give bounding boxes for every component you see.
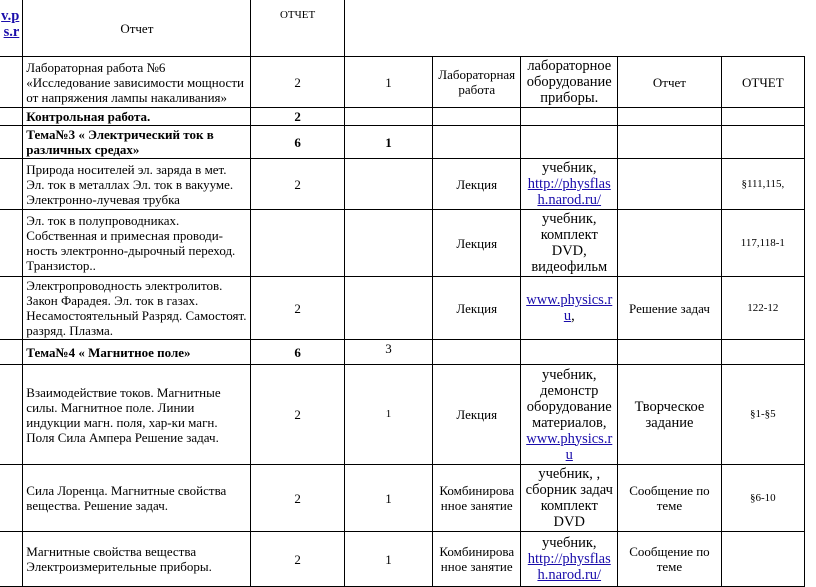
hours-cell: 6 [251,340,344,365]
lesson-type-cell: Лекция [433,277,521,340]
topic-cell: Природа носителей эл. заряда в мет. Эл. ток в металлах Эл. ток в вакууме. Электронно-лучевая трубка [23,159,251,210]
homework-cell: 117,118-1 [721,210,804,277]
lesson-type-cell: Лекция [433,210,521,277]
resources-suffix: , [571,308,575,324]
resources-cell: учебник, , сборник задач комплект DVD [521,465,618,532]
control-cell: Отчет [618,57,721,108]
table-row [0,108,805,126]
resource-link[interactable]: http://physflash.narod.ru/ [527,176,611,208]
table-row [0,277,805,340]
hours-cell: 2 [251,108,344,126]
homework-cell: §111,115, [721,159,804,210]
header-row [0,0,805,57]
table-row [0,126,805,159]
topic-cell: Контрольная работа. [23,108,251,126]
homework-cell [721,532,804,587]
lesson-type-cell: Комбинированное занятие [433,465,521,532]
header-report-cell: Отчет [23,0,251,57]
homework-cell: §6-10 [721,465,804,532]
topic-cell: Сила Лоренца. Магнитные свойства вещества. Решение задач. [23,465,251,532]
table-row [0,532,805,587]
lesson-type-cell: Комбинированное занятие [433,532,521,587]
week-cell: 3 [344,340,432,365]
control-cell: Творческое задание [618,365,721,465]
hours-cell: 2 [251,465,344,532]
table-row [0,340,805,365]
resources-cell [521,277,618,340]
topic-cell: Электропроводность электролитов. Закон Фарадея. Эл. ток в газах. Несамостоятельный Разряд. Самостоят. разряд. Плазма. [23,277,251,340]
control-cell: Сообщение по теме [618,465,721,532]
resources-cell [521,365,618,465]
resources-cell: учебник, комплект DVD, видеофильм [521,210,618,277]
topic-cell: Магнитные свойства вещества Электроизмерительные приборы. [23,532,251,587]
homework-cell: ОТЧЕТ [721,57,804,108]
header-report-caps-cell: ОТЧЕТ [251,0,344,57]
resources-cell: лабораторное оборудование приборы. [521,57,618,108]
table-row [0,465,805,532]
table-row [0,365,805,465]
section-title-cell: Тема№3 « Электрический ток в различных средах» [23,126,251,159]
resource-link[interactable]: www.physics.ru [526,292,613,324]
homework-cell: §1-§5 [721,365,804,465]
topic-cell: Эл. ток в полупроводниках. Собственная и примесная проводи-ность электронно-дырочный переход. Транзистор.. [23,210,251,277]
lesson-type-cell: Лабораторная работа [433,57,521,108]
hours-cell: 2 [251,57,344,108]
week-cell: 1 [344,532,432,587]
resources-cell [521,532,618,587]
header-link-cell[interactable]: v.p s.r [0,0,23,57]
table-row [0,159,805,210]
section-title-cell: Тема№4 « Магнитное поле» [23,340,251,365]
week-cell: 1 [344,126,432,159]
resources-cell [521,159,618,210]
week-cell: 1 [344,365,432,465]
resources-text: учебник, демонстр оборудование материалов, [526,366,612,431]
hours-cell: 6 [251,126,344,159]
table-row [0,57,805,108]
hours-cell: 2 [251,365,344,465]
control-cell: Решение задач [618,277,721,340]
resources-text: учебник, [541,535,597,551]
homework-cell: 122-12 [721,277,804,340]
resource-link[interactable]: http://physflash.narod.ru/ [527,551,611,583]
resource-link[interactable]: www.physics.ru [526,430,613,463]
week-cell: 1 [344,465,432,532]
week-cell: 1 [344,57,432,108]
hours-cell: 2 [251,277,344,340]
resources-text: учебник, [541,160,597,176]
hours-cell: 2 [251,159,344,210]
topic-cell: Лабораторная работа №6 «Исследование зависимости мощности от напряжения лампы накаливания» [23,57,251,108]
hours-cell: 2 [251,532,344,587]
lesson-type-cell: Лекция [433,365,521,465]
lesson-type-cell: Лекция [433,159,521,210]
control-cell: Сообщение по теме [618,532,721,587]
table-row [0,210,805,277]
topic-cell: Взаимодействие токов. Магнитные силы. Магнитное поле. Линии индукции магн. поля, хар-ки магн. Поля Сила Ампера Решение задач. [23,365,251,465]
